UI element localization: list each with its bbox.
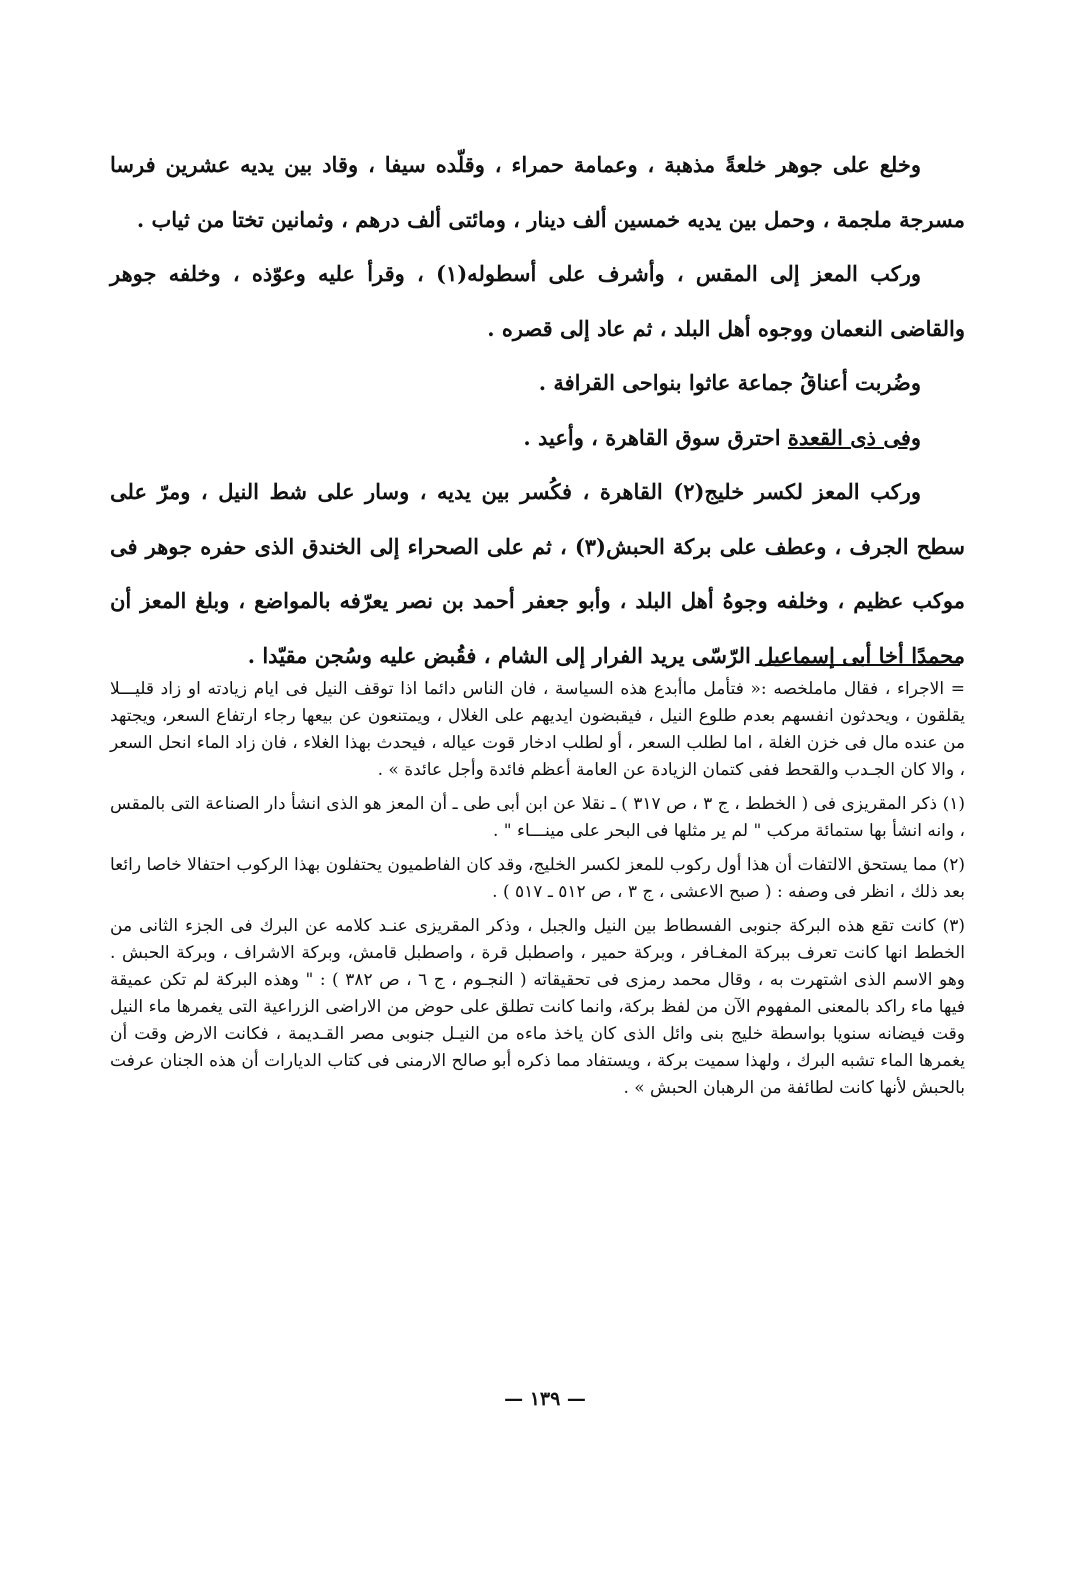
footnote-separator xyxy=(755,664,960,666)
paragraph-market-fire xyxy=(110,411,965,466)
market-fire-text: احترق سوق القاهرة ، وأعيد . xyxy=(523,424,788,450)
paragraph-fleet-visit: وركب المعز إلى المقس ، وأشرف على أسطوله(١) ، وقرأ عليه وعوّذه ، وخلفه جوهر والقاضى النعمان ووجوه أهل البلد ، ثم عاد إلى قصره . xyxy=(110,261,965,341)
footnote-2: (٢) مما يستحق الالتفات أن هذا أول ركوب للمعز لكسر الخليج، وقد كان الفاطميون يحتفلون بهذا الركوب احتفالا خاصا رائعا بعد ذلك ، انظر فى وصفه : ( صبح الاعشى ، ج ٣ ، ص ٥١٢ ـ ٥١٧ ) . xyxy=(110,855,965,902)
footnote-1: (١) ذكر المقريزى فى ( الخطط ، ج ٣ ، ص ٣١٧ ) ـ نقلا عن ابن أبى طى ـ أن المعز هو الذى انشأ دار الصناعة التى بالمقس ، وانه انشأ بها ستمائة مركب " لم ير مثلها فى البحر على مينـــاء " . xyxy=(110,794,965,841)
footnote-3: (٣) كانت تقع هذه البركة جنوبى الفسطاط بين النيل والجبل ، وذكر المقريزى عنـد كلامه عن البرك فى الجزء الثانى من الخطط انها كانت تعرف ببركة المغـافر ، وبركة حمير ، واصطبل قرة ، واصطبل قامش، وبركة الاشراف ، وبركة الحبش . وهو الاسم الذى اشتهرت به ، وقال محمد رمزى فى تحقيقاته ( النجـوم ، ج ٦ ، ص ٣٨٢ ) : " وهذه البركة لم تكن عميقة فيها ماء راكد بالمعنى المفهوم الآن من لفظ بركة، وانما كانت تطلق على حوض من الاراضى الزراعية التى يغمرها ماء النيل وقت فيضانه سنويا بواسطة خليج بنى وائل الذى كان ياخذ ماءه من النيـل جنوبى مصر القـديمة ، فكانت الارض وقت أن يغمرها الماء تشبه البرك ، ولهذا سميت بركة ، ويستفاد مما ذكره أبو صالح الارمنى فى كتاب الديارات أن هذه الجنان عرفت بالحبش لأنها كانت لطائفة من الرهبان الحبش » . xyxy=(110,916,965,1098)
paragraph-robe-of-honor: وخلع على جوهر خلعةً مذهبة ، وعمامة حمراء ، وقلّده سيفا ، وقاد بين يديه عشرين فرسا مسرجة ملجمة ، وحمل بين يديه خمسين ألف دينار ، ومائتى ألف درهم ، وثمانين تختا من ثياب . xyxy=(110,152,965,232)
footnotes xyxy=(110,676,965,1102)
footnote-continuation: = الاجراء ، فقال ماملخصه :« فتأمل ماأبدع هذه السياسة ، فان الناس دائما اذا توقف النيل فى ايام زيادته او زاد قليـــلا يقلقون ، ويحدثون انفسهم بعدم طلوع النيل ، فيقبضون ايديهم على الغلال ، ويمتنعون عن بيعها رجاء ارتفاع السعر، ويجتهد من عنده مال فى خزن الغلة ، اما لطلب السعر ، أو لطلب ادخار قوت عياله ، فيحدث بهذا الغلاء ، فان زاد الماء انحل السعر ، والا كان الجـدب والقحط ففى كتمان الزيادة عن العامة أعظم فائدة وأجل عائدة » . xyxy=(110,679,965,780)
paragraph-executions: وضُربت أعناقُ جماعة عاثوا بنواحى القرافة . xyxy=(538,370,921,395)
underlined-date: وفى ذى القعدة xyxy=(787,424,921,450)
paragraph-canal-opening: وركب المعز لكسر خليج(٢) القاهرة ، فكُسر بين يديه ، وسار على شط النيل ، ومرّ على سطح الجرف ، وعطف على بركة الحبش(٣) ، ثم على الصحراء إلى الخندق الذى حفره جوهر فى موكب عظيم ، وخلفه وجوهُ أهل البلد ، وأبو جعفر أحمد بن نصر يعرّفه بالمواضع ، وبلغ المعز أن محمدًا أخا أبى إسماعيل الرّسّى يريد الفرار إلى الشام ، فقُبض عليه وسُجن مقيّدا . xyxy=(110,479,965,668)
main-text xyxy=(110,138,965,683)
page-number: — ١٣٩ — xyxy=(504,1388,586,1410)
